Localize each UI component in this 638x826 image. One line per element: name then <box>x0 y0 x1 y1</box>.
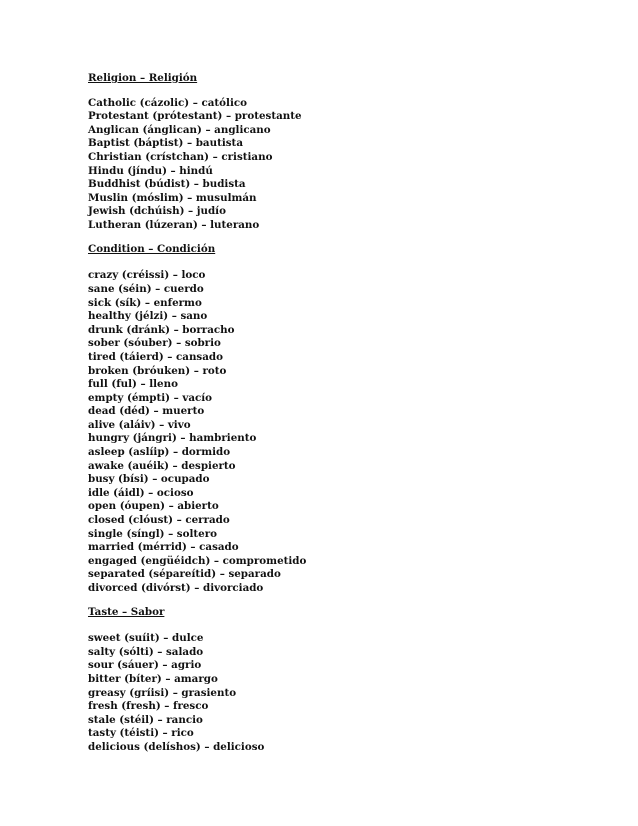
list-item: stale (stéil) – rancio <box>88 713 203 726</box>
list-item: asleep (aslíip) – dormido <box>88 446 231 459</box>
list-item: dead (déd) – muerto <box>88 405 205 418</box>
list-item: single (síngl) – soltero <box>88 527 217 540</box>
list-item: broken (bróuken) – roto <box>88 364 227 377</box>
list-item: full (ful) – lleno <box>88 378 178 391</box>
list-item: Baptist (báptist) – bautista <box>88 137 243 150</box>
list-item: fresh (fresh) – fresco <box>88 700 209 713</box>
list-item: drunk (dránk) – borracho <box>88 323 235 336</box>
spacer <box>88 233 608 243</box>
list-item: bitter (bíter) – amargo <box>88 673 218 686</box>
list-item: Lutheran (lúzeran) – luterano <box>88 219 260 232</box>
list-item: empty (émpti) – vacío <box>88 391 213 404</box>
list-item: greasy (gríisi) – grasiento <box>88 686 237 699</box>
list-item: sober (sóuber) – sobrio <box>88 337 221 350</box>
spacer <box>88 619 608 632</box>
list-item: alive (aláiv) – vivo <box>88 418 191 431</box>
list-item: separated (sépareítid) – separado <box>88 568 281 581</box>
list-item: engaged (engüéidch) – comprometido <box>88 554 307 567</box>
list-item: healthy (jélzi) – sano <box>88 310 208 323</box>
list-item: sour (sáuer) – agrio <box>88 659 202 672</box>
list-item: divorced (divórst) – divorciado <box>88 582 264 594</box>
spacer <box>88 256 608 269</box>
list-item: Hindu (jíndu) – hindú <box>88 164 213 177</box>
list-item: busy (bísi) – ocupado <box>88 473 210 486</box>
section-title-condition: Condition – Condición <box>88 242 216 255</box>
list-item: awake (auéik) – despierto <box>88 459 236 472</box>
list-item: salty (sólti) – salado <box>88 645 204 658</box>
list-item: delicious (delíshos) – delicioso <box>88 741 265 754</box>
list-taste <box>88 632 608 754</box>
list-religion <box>88 97 608 233</box>
list-item: tasty (téisti) – rico <box>88 727 194 740</box>
list-item: idle (áidl) – ocioso <box>88 486 194 499</box>
list-item: Catholic (cázolic) – católico <box>88 96 247 109</box>
list-item: sick (sík) – enfermo <box>88 296 202 309</box>
spacer <box>88 86 608 97</box>
list-item: hungry (jángri) – hambriento <box>88 432 257 445</box>
list-item: married (mérrid) – casado <box>88 541 239 554</box>
list-item: Muslin (móslim) – musulmán <box>88 191 257 204</box>
list-item: sane (séin) – cuerdo <box>88 282 204 295</box>
list-item: crazy (créissi) – loco <box>88 269 206 282</box>
list-item: Jewish (dchúish) – judío <box>88 205 226 218</box>
spacer <box>88 596 608 606</box>
list-item: sweet (suíit) – dulce <box>88 632 204 645</box>
list-item: Protestant (prótestant) – protestante <box>88 110 302 123</box>
list-item: tired (táierd) – cansado <box>88 350 223 363</box>
list-item: closed (clóust) – cerrado <box>88 514 230 527</box>
list-item: Anglican (ánglican) – anglicano <box>88 123 271 136</box>
document-page <box>88 72 608 755</box>
list-item: Buddhist (búdist) – budista <box>88 178 246 191</box>
list-item: Christian (crístchan) – cristiano <box>88 151 273 164</box>
section-title-taste: Taste – Sabor <box>88 605 165 618</box>
section-title-religion: Religion – Religión <box>88 72 198 84</box>
list-item: open (óupen) – abierto <box>88 500 219 513</box>
list-condition <box>88 269 608 595</box>
